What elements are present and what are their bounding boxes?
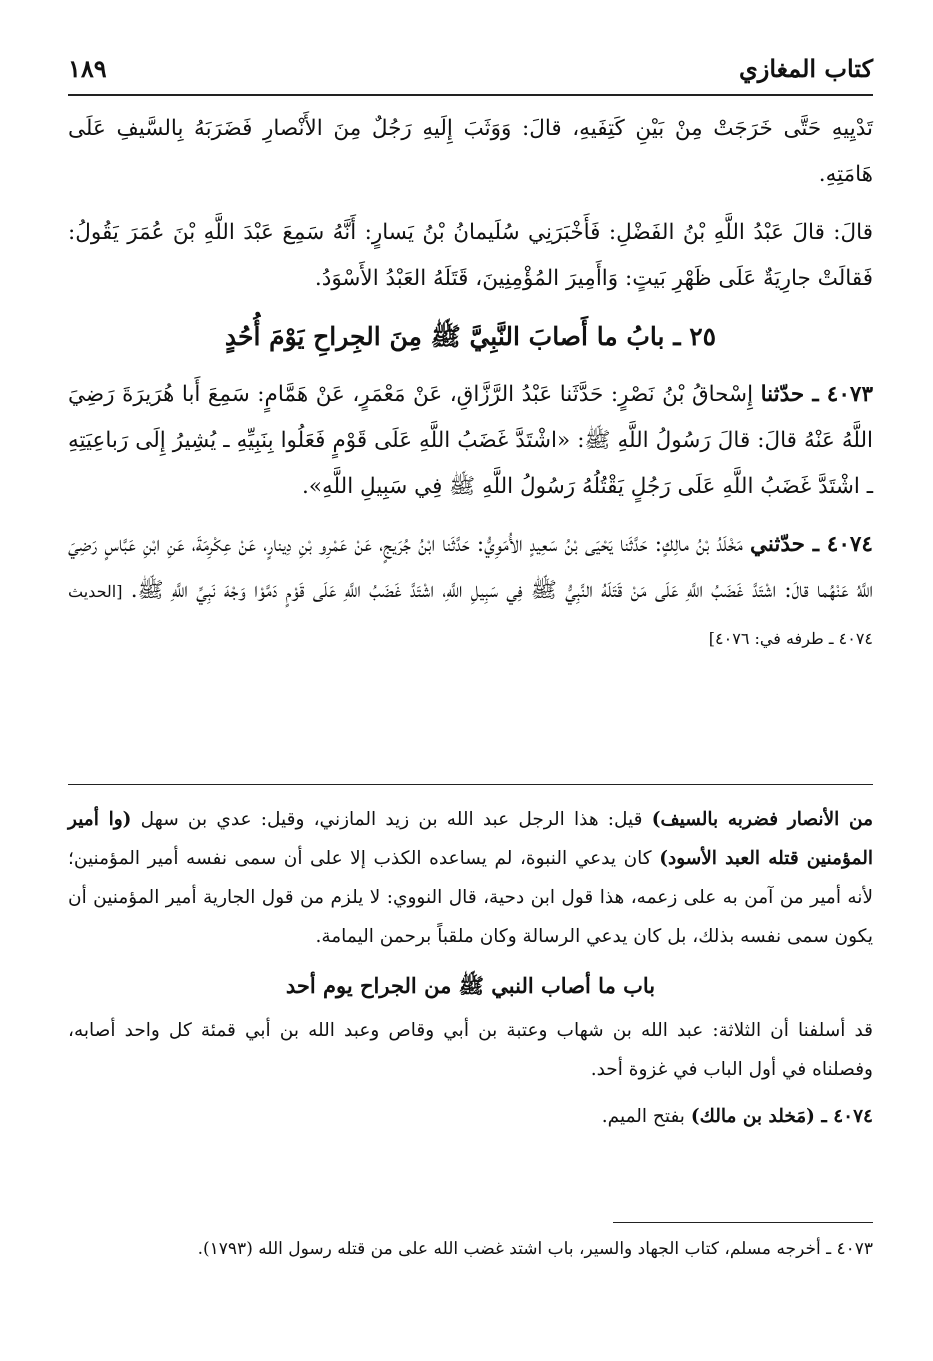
paragraph: تَدْيِيهِ حَتَّى خَرَجَتْ مِنْ بَيْنِ كَتِفَيهِ، قالَ: وَوَثَبَ إِلَيهِ رَجُلٌ مِنَ الأَنْصارِ فَضَرَبَهُ بِالسَّيفِ عَلَى هَامَتِهِ. bbox=[68, 116, 873, 187]
page-number: ١٨٩ bbox=[68, 54, 107, 83]
chapter-heading: ٢٥ ـ بابُ ما أَصابَ النَّبِيَّ ﷺ مِنَ الجِراحِ يَوْمَ أُحُدٍ bbox=[224, 322, 717, 351]
footnote-rule bbox=[613, 1222, 873, 1223]
commentary-lemma: (وا أمير المؤمنين قتله العبد الأسود) bbox=[68, 809, 873, 869]
commentary-lemma: من الأنصار فضربه بالسيف) bbox=[651, 809, 874, 830]
commentary-paragraph bbox=[68, 1097, 873, 1136]
hadith-text: إِسْحاقُ بْنُ نَصْرٍ: حَدَّثَنا عَبْدُ الرَّزَّاقِ، عَنْ مَعْمَرٍ، عَنْ هَمَّامٍ: سَمِعَ أَبا هُرَيرَةَ رَضِيَ اللَّهُ عَنْهُ قالَ: قالَ رَسُولُ اللَّهِ ﷺ: «اشْتَدَّ غَضَبُ اللَّهِ عَلَى قَوْمٍ فَعَلُوا بِنَبِيِّهِ ـ يُشِيرُ إِلَى رَباعِيَتِهِ ـ اشْتَدَّ غَضَبُ اللَّهِ عَلَى رَجُلٍ يَقْتُلُهُ رَسُولُ اللَّهِ ﷺ فِي سَبِيلِ اللَّهِ». bbox=[68, 382, 873, 499]
commentary-paragraph bbox=[68, 800, 873, 956]
commentary-text: كان يدعي النبوة، لم يساعده الكذب إلا على أن سمى نفسه أمير المؤمنين؛ لأنه أمير من آمن به على زعمه، هذا قول ابن دحية، قال النووي: لا يلزم من قول الجارية أمير المؤمنين أن يكون سمى نفسه بذلك، بل كان يدعي الرسالة وكان ملقباً برحمن اليمامة. bbox=[68, 848, 873, 947]
page-header bbox=[68, 52, 873, 92]
commentary-rule bbox=[68, 784, 873, 785]
hadith-text: مَخْلَدُ بْنُ مالِكٍ: حَدَّثَنا يَحْيَى بْنُ سَعِيدٍ الأُمَوِيُّ: حَدَّثَنا ابْنُ جُرَيجٍ، عَنْ عَمْرِو بْنِ دِينارٍ، عَنْ عِكْرِمَةَ، عَنِ ابْنِ عَبَّاسٍ رَضِيَ اللَّهُ عَنْهُما قالَ: اشْتَدَّ غَضَبُ اللَّهِ عَلَى مَنْ قَتَلَهُ النَّبِيُّ ﷺ فِي سَبِيلِ اللَّهِ، اشْتَدَّ غَضَبُ اللَّهِ عَلَى قَوْمٍ دَمَّوْا وَجْهَ نَبِيِّ اللَّهِ ﷺ. bbox=[68, 532, 873, 603]
commentary bbox=[68, 800, 873, 1144]
footnote: ٤٠٧٣ ـ أخرجه مسلم، كتاب الجهاد والسير، باب اشتد غضب الله على من قتله رسول الله (١٧٩٣). bbox=[197, 1239, 873, 1259]
commentary-heading: باب ما أصاب النبي ﷺ من الجراح يوم أحد bbox=[285, 973, 656, 998]
hadith-number: ٤٠٧٤ ـ حدّثني bbox=[749, 532, 873, 557]
hadith-4073 bbox=[68, 372, 873, 510]
commentary-text: بفتح الميم. bbox=[601, 1106, 685, 1127]
book-title: كتاب المغازي bbox=[738, 54, 873, 83]
commentary-lemma: ٤٠٧٤ ـ (مَخلد بن مالك) bbox=[690, 1106, 873, 1127]
hadith-number: ٤٠٧٣ ـ حدّثنا bbox=[760, 382, 873, 407]
main-text bbox=[68, 106, 873, 674]
commentary-paragraph: قد أسلفنا أن الثلاثة: عبد الله بن شهاب وعتبة بن أبي وقاص وعبد الله بن أبي قمئة كل واحد أصابه، وفصلناه في أول الباب في غزوة أحد. bbox=[68, 1020, 873, 1080]
paragraph: قالَ: قالَ عَبْدُ اللَّهِ بْنُ الفَضْلِ: فَأَخْبَرَنِي سُلَيمانُ بْنُ يَسارٍ: أَنَّهُ سَمِعَ عَبْدَ اللَّهِ بْنَ عُمَرَ يَقُولُ: فَقالَتْ جارِيَةٌ عَلَى ظَهْرِ بَيتٍ: وَاأَمِيرَ المُؤْمِنِينَ، قَتَلَهُ العَبْدُ الأَسْوَدُ. bbox=[68, 220, 873, 291]
commentary-text: قيل: هذا الرجل عبد الله بن زيد المازني، وقيل: عدي بن سهل bbox=[140, 809, 643, 830]
hadith-reference: [الحديث ٤٠٧٤ ـ طرفه في: ٤٠٧٦] bbox=[68, 582, 873, 648]
header-rule bbox=[68, 94, 873, 96]
hadith-4074 bbox=[68, 522, 873, 662]
